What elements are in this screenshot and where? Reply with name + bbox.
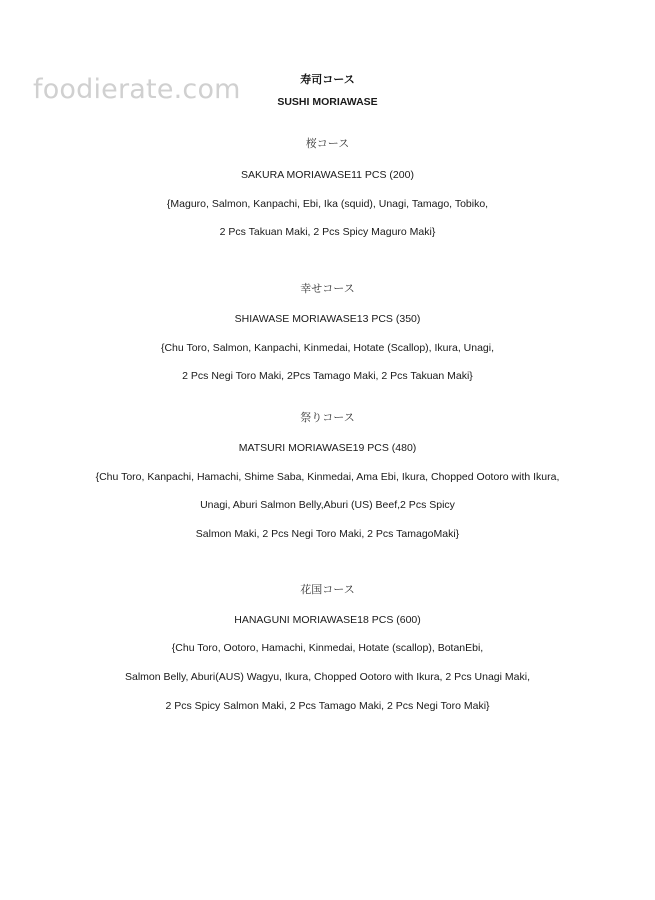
course-items-line: Unagi, Aburi Salmon Belly,Aburi (US) Beef,2 Pcs Spicy [200,499,455,511]
course-items-line: 2 Pcs Negi Toro Maki, 2Pcs Tamago Maki, 2 Pcs Takuan Maki} [182,370,473,382]
course-name-en: SAKURA MORIAWASE11 PCS (200) [241,169,414,181]
course-items-line: 2 Pcs Takuan Maki, 2 Pcs Spicy Maguro Maki} [219,226,436,238]
course-name-jp: 花国コース [300,583,355,596]
course-items-line: 2 Pcs Spicy Salmon Maki, 2 Pcs Tamago Maki, 2 Pcs Negi Toro Maki} [165,700,490,712]
menu-title-jp: 寿司コース [300,73,355,86]
watermark: foodierate.com [33,74,241,105]
course-name-jp: 桜コース [305,137,350,150]
course-items-line: Salmon Belly, Aburi(AUS) Wagyu, Ikura, Chopped Ootoro with Ikura, 2 Pcs Unagi Maki, [124,671,530,683]
course-items-line: Salmon Maki, 2 Pcs Negi Toro Maki, 2 Pcs TamagoMaki} [195,528,460,540]
course-name-en: MATSURI MORIAWASE19 PCS (480) [238,442,417,454]
course-name-en: SHIAWASE MORIAWASE13 PCS (350) [234,313,421,325]
course-name-jp: 祭りコース [300,411,355,424]
course-items-line: {Chu Toro, Salmon, Kanpachi, Kinmedai, Hotate (Scallop), Ikura, Unagi, [160,342,495,354]
course-items-line: {Chu Toro, Kanpachi, Hamachi, Shime Saba, Kinmedai, Ama Ebi, Ikura, Chopped Ootoro with Ikura, [95,471,560,483]
course-items-line: {Maguro, Salmon, Kanpachi, Ebi, Ika (squid), Unagi, Tamago, Tobiko, [166,198,489,210]
course-name-jp: 幸せコース [300,282,355,295]
course-items-line: {Chu Toro, Ootoro, Hamachi, Kinmedai, Hotate (scallop), BotanEbi, [171,642,484,654]
menu-title-en: SUSHI MORIAWASE [277,96,378,108]
course-name-en: HANAGUNI MORIAWASE18 PCS (600) [234,614,421,626]
